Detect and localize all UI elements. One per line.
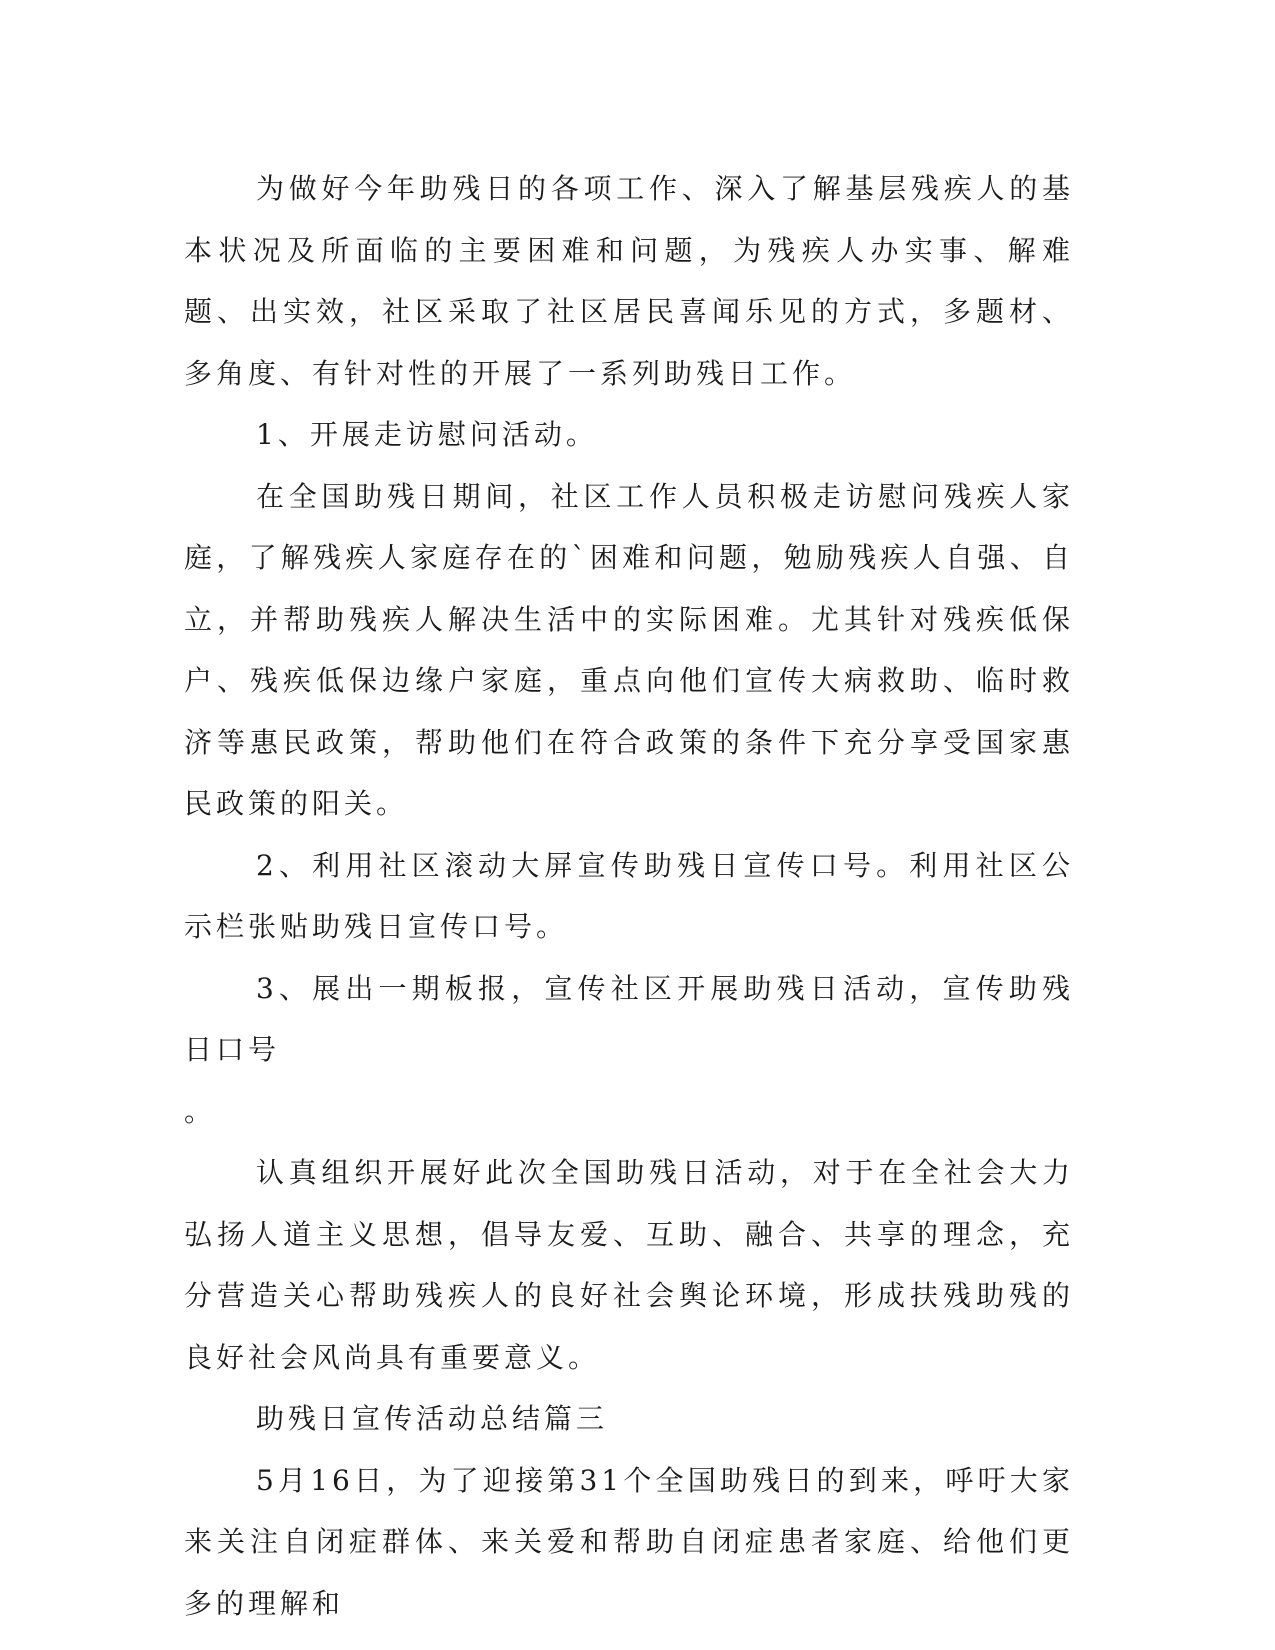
section-heading: 助残日宣传活动总结篇三 [256, 1402, 609, 1435]
paragraph-may-16: 5月16日，为了迎接第31个全国助残日的到来，呼吁大家来关注自闭症群体、来关爱和帮助自闭症患者家庭、给他们更多的理解和 [184, 1463, 1074, 1620]
paragraph-item-1-heading: 1、开展走访慰问活动。 [256, 418, 598, 451]
paragraph-significance: 认真组织开展好此次全国助残日活动，对于在全社会大力弘扬人道主义思想，倡导友爱、互助、融合、共享的理念，充分营造关心帮助残疾人的良好社会舆论环境，形成扶残助残的良好社会风尚具有重要意义。 [184, 1156, 1074, 1374]
document-body [184, 158, 1074, 1634]
paragraph-item-3-period: 。 [184, 1094, 217, 1128]
paragraph-item-3: 3、展出一期板报，宣传社区开展助残日活动，宣传助残日口号 [184, 971, 1074, 1066]
paragraph-intro: 为做好今年助残日的各项工作、深入了解基层残疾人的基本状况及所面临的主要困难和问题，为残疾人办实事、解难题、出实效，社区采取了社区居民喜闻乐见的方式，多题材、多角度、有针对性的开展了一系列助残日工作。 [184, 172, 1074, 390]
paragraph-item-2: 2、利用社区滚动大屏宣传助残日宣传口号。利用社区公示栏张贴助残日宣传口号。 [184, 848, 1074, 943]
paragraph-visit-activities: 在全国助残日期间，社区工作人员积极走访慰问残疾人家庭，了解残疾人家庭存在的`困难和问题，勉励残疾人自强、自立，并帮助残疾人解决生活中的实际困难。尤其针对残疾低保户、残疾低保边缘户家庭，重点向他们宣传大病救助、临时救济等惠民政策，帮助他们在符合政策的条件下充分享受国家惠民政策的阳关。 [184, 479, 1074, 820]
